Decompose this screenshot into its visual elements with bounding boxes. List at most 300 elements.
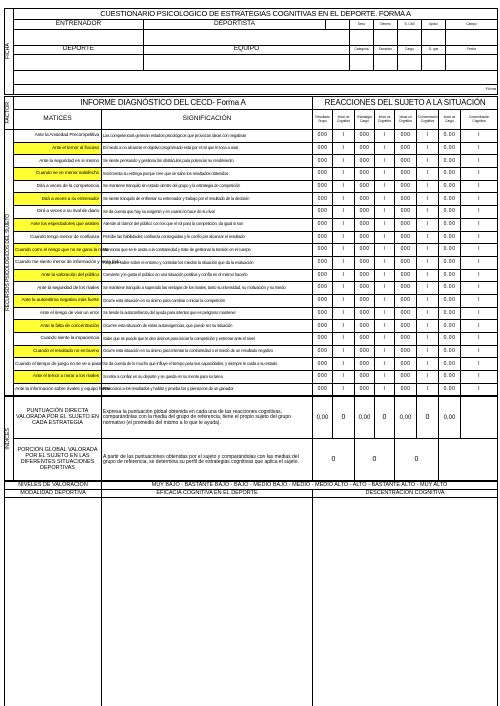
matiz-label: Ante la Ansiedad Precompetitiva xyxy=(14,130,102,143)
reaction-value: I xyxy=(333,180,355,193)
matiz-label: Ante la seguridad en si mismo xyxy=(14,155,102,168)
col-fecha: Fecha xyxy=(446,45,498,54)
matiz-label: Ante la falta de concentración xyxy=(14,320,102,333)
reaction-value: I xyxy=(461,383,498,396)
reaction-value: I xyxy=(333,155,355,168)
indices-label: ÍNDICES xyxy=(5,428,11,450)
reaction-value: 0.00 xyxy=(439,358,461,371)
significacion-text: Se da cuenta que hay su exigente y en cuanto lo hace de su rival xyxy=(102,206,313,219)
diagnostic-table xyxy=(4,96,498,396)
ficha-label: FICHA xyxy=(5,43,11,60)
reaction-value: I xyxy=(461,256,498,269)
reaction-value: 000 xyxy=(313,218,333,231)
significacion-text: Se mantiene tranquilo sin estado dentro del grupo y la estrategia de competición xyxy=(102,180,313,193)
categoria-field[interactable] xyxy=(350,54,374,70)
matiz-label: Cuando corro el riesgo que no se gana la meta xyxy=(14,244,102,257)
puntuacion-value: 0,00 xyxy=(313,397,333,439)
diagnostic-row xyxy=(5,180,498,193)
reaction-value: 000 xyxy=(355,142,375,155)
reaction-value: I xyxy=(333,256,355,269)
scivil-field[interactable] xyxy=(398,29,422,45)
reaction-value: 000 xyxy=(395,345,417,358)
diagnostic-title: INFORME DIAGNÓSTICO DEL CECD- Forma A xyxy=(14,97,313,110)
reaction-value: I xyxy=(461,168,498,181)
diagnostic-row xyxy=(5,333,498,346)
reaction-value: 0.00 xyxy=(439,206,461,219)
modalidad-area[interactable] xyxy=(5,498,102,706)
reaction-value: 000 xyxy=(355,206,375,219)
reaction-value: 000 xyxy=(355,168,375,181)
puntuacion-value: 0 xyxy=(375,397,395,439)
puntuacion-value: 0,00 xyxy=(439,397,461,439)
reaction-value: I xyxy=(417,231,439,244)
diagnostic-row xyxy=(5,282,498,295)
entrenador-label: ENTRENADOR xyxy=(14,20,144,29)
reaction-value: 0.00 xyxy=(439,320,461,333)
reaction-value: I xyxy=(461,231,498,244)
diagnostic-row xyxy=(5,218,498,231)
porcion-value: 0 xyxy=(395,439,439,481)
matiz-label: Cuando se ve menor satisfecho xyxy=(14,168,102,181)
reaction-value: I xyxy=(417,180,439,193)
col-oque: O. que xyxy=(422,45,446,54)
reaction-value: I xyxy=(417,320,439,333)
reaction-value: I xyxy=(417,294,439,307)
aplico-field[interactable] xyxy=(422,29,446,45)
reaction-value: 000 xyxy=(313,130,333,143)
form-title: CUESTIONARIO PSICOLOGICO DE ESTRATEGIAS COGNITIVAS EN EL DEPORTE. FORMA A xyxy=(14,9,498,20)
reaction-value: I xyxy=(375,383,395,396)
blank-row xyxy=(14,70,498,84)
reaction-value: I xyxy=(333,168,355,181)
reaction-value: 000 xyxy=(313,155,333,168)
significacion-label: SIGNIFICACIÓN xyxy=(102,110,313,130)
reaction-value: 0.00 xyxy=(439,193,461,206)
significacion-text: Sabe que se puede que le den ánimos para iniciar la competición y entrenar ante el nivel xyxy=(102,333,313,346)
niveles-value: MUY BAJO - BASTANTE BAJO - BAJO - MEDIO BAJO - MEDIO - MEDIO ALTO - ALTO - BASTANTE ALTO - MUY ALTO xyxy=(102,482,498,490)
matiz-label: Cuando tengo menor de confianza xyxy=(14,231,102,244)
reaction-value: I xyxy=(333,231,355,244)
matiz-label: Dirá a veces de la competencia xyxy=(14,180,102,193)
reaction-value: I xyxy=(333,371,355,384)
campo-field[interactable] xyxy=(446,29,498,45)
reaction-value: I xyxy=(417,282,439,295)
reaction-value: 000 xyxy=(395,307,417,320)
deportista-field[interactable] xyxy=(144,29,350,45)
puntuacion-value: 0 xyxy=(417,397,439,439)
significacion-text: Se tiende la autoconfianza del ayuda para intentar que es peligroso mantener xyxy=(102,307,313,320)
reaction-value: I xyxy=(417,168,439,181)
significacion-text: Si retira a confiar en su deporte y se queda en su mente para su tarea xyxy=(102,371,313,384)
reaction-col: Concentración Cognitiva xyxy=(461,110,498,130)
reaction-value: I xyxy=(417,269,439,282)
reaction-value: 000 xyxy=(395,269,417,282)
reaction-value: 000 xyxy=(395,206,417,219)
significacion-text: Percibe las habilidades confianza conseguidas y le confío por alcanzar el resultado xyxy=(102,231,313,244)
reaction-value: 000 xyxy=(355,307,375,320)
reaction-value: I xyxy=(333,142,355,155)
significacion-text: Incrementa su entrega porque cree que se sabe los resultados obtenidos xyxy=(102,168,313,181)
reaction-value: 000 xyxy=(313,180,333,193)
reaction-value: I xyxy=(375,155,395,168)
fecha-field[interactable] xyxy=(446,54,498,70)
reaction-value: I xyxy=(375,130,395,143)
reaction-value: I xyxy=(417,155,439,168)
reaction-value: 000 xyxy=(395,168,417,181)
reaction-value: I xyxy=(333,269,355,282)
diagnostic-row xyxy=(5,307,498,320)
reaction-value: 000 xyxy=(355,345,375,358)
reaction-value: 000 xyxy=(355,218,375,231)
reaction-value: I xyxy=(375,294,395,307)
diagnostic-row xyxy=(5,155,498,168)
reaction-value: 000 xyxy=(355,193,375,206)
significacion-text: Se mantiene tranquilo a superado las ventajas de los rivales, tanto su intensidad, su motivación y su miedo xyxy=(102,282,313,295)
reaction-value: 000 xyxy=(355,320,375,333)
reaction-value: 000 xyxy=(395,218,417,231)
reaction-col: Resultado Grupo xyxy=(313,110,333,130)
reaction-value: 0.00 xyxy=(439,218,461,231)
puntuacion-value: 0,00 xyxy=(355,397,375,439)
reaction-value: I xyxy=(461,345,498,358)
reaction-value: 000 xyxy=(313,294,333,307)
indices-label-cell xyxy=(5,397,14,481)
header-table xyxy=(4,8,498,95)
porcion-blank xyxy=(439,439,498,481)
reaction-value: I xyxy=(375,180,395,193)
questionnaire-form xyxy=(4,8,497,663)
significacion-text: Se siente tranquilo de enfrentar su entrenador y trabajo por el resultado de la decisión xyxy=(102,193,313,206)
reaction-value: I xyxy=(417,130,439,143)
puntuacion-value xyxy=(461,397,498,439)
matices-label: MATICES xyxy=(14,110,102,130)
reaction-value: I xyxy=(461,180,498,193)
reaction-value: 000 xyxy=(395,155,417,168)
reaction-value: I xyxy=(417,345,439,358)
reaction-value: I xyxy=(461,269,498,282)
col-campo: Campo xyxy=(446,20,498,29)
reaction-value: I xyxy=(375,168,395,181)
sexo-field[interactable] xyxy=(350,29,374,45)
col-duracion: Duración xyxy=(374,45,398,54)
porcion-desc: A partir de las puntuaciones obtenidas por el sujeto y comparándolas con las medias del grupo de referencia, se determina su perfil de estrategias cognitivas que aplica el sujeto. xyxy=(102,439,313,481)
reaction-value: I xyxy=(461,206,498,219)
reaction-value: 000 xyxy=(313,371,333,384)
reaction-value: 000 xyxy=(395,294,417,307)
reaction-value: I xyxy=(461,130,498,143)
reaction-value: 000 xyxy=(355,269,375,282)
reactions-title: REACCIONES DEL SUJETO A LA SITUACIÓN xyxy=(313,97,498,110)
significacion-text: Menciona que se le anota a la contrariedad y trate de gestionar la tensión en el cuerpo xyxy=(102,244,313,257)
reaction-value: I xyxy=(461,155,498,168)
reaction-value: I xyxy=(417,333,439,346)
reaction-value: I xyxy=(417,256,439,269)
reaction-value: 0.00 xyxy=(439,307,461,320)
reaction-value: I xyxy=(417,206,439,219)
reaction-value: I xyxy=(461,358,498,371)
descentracion-label: DESCENTRACIÓN COGNITIVA xyxy=(313,490,498,498)
reaction-value: I xyxy=(417,244,439,257)
reaction-value: 000 xyxy=(313,269,333,282)
reaction-value: I xyxy=(461,333,498,346)
reaction-value: I xyxy=(333,383,355,396)
reaction-value: 0.00 xyxy=(439,294,461,307)
diagnostic-row xyxy=(5,244,498,257)
reaction-value: I xyxy=(333,206,355,219)
reaction-value: 000 xyxy=(395,282,417,295)
reaction-value: 000 xyxy=(395,256,417,269)
diagnostic-row xyxy=(5,320,498,333)
reaction-value: 0.00 xyxy=(439,142,461,155)
col-genero: Género xyxy=(374,20,398,29)
reaction-value: 000 xyxy=(355,282,375,295)
col-scivil: S. Civil xyxy=(398,20,422,29)
significacion-text: Requiere saber sobre el entorno y controlar los miedos la situación que da la evaluación xyxy=(102,256,313,269)
reaction-value: I xyxy=(417,218,439,231)
cargo-field[interactable] xyxy=(398,54,422,70)
reaction-value: 0.00 xyxy=(439,269,461,282)
eficacia-label: EFICACIA COGNITIVA EN EL DEPORTE xyxy=(102,490,313,498)
diagnostic-row xyxy=(5,383,498,396)
reaction-col: Concentración Cognitiva xyxy=(417,110,439,130)
porcion-value: 0 xyxy=(313,439,355,481)
reaction-value: I xyxy=(461,282,498,295)
reaction-value: 000 xyxy=(355,130,375,143)
matiz-label: Cuando me siento menor de información y tenía todo xyxy=(14,256,102,269)
firma-label: Firma xyxy=(14,84,498,94)
matiz-label: Ante la seguridad de los rivales xyxy=(14,282,102,295)
puntuacion-desc: Expresa la puntuación global obtenida en cada una de las reacciones cognitivas, comparándolas con la media del grupo de referencia, tiene el propio sujeto del grupo normativo (el promedio del mismo a lo que le ayuda). xyxy=(102,397,313,439)
reaction-value: I xyxy=(333,294,355,307)
reaction-value: I xyxy=(375,307,395,320)
reaction-value: I xyxy=(375,193,395,206)
reaction-value: I xyxy=(333,282,355,295)
reaction-value: 000 xyxy=(395,371,417,384)
porcion-label: PORCIÓN GLOBAL VALORADA POR EL SUJETO EN LAS DIFERENTES SITUACIONES DEPORTIVAS xyxy=(14,439,102,481)
col-sexo: Sexo xyxy=(350,20,374,29)
reaction-col: Inicio cd Cargo xyxy=(439,110,461,130)
reaction-value: I xyxy=(333,320,355,333)
diagnostic-row xyxy=(5,256,498,269)
reaction-value: 000 xyxy=(313,231,333,244)
col-cargo: Cargo xyxy=(398,45,422,54)
reaction-value: I xyxy=(375,345,395,358)
equipo-field[interactable] xyxy=(144,54,350,70)
recursos-label-cell xyxy=(5,130,14,396)
reaction-value: 0.00 xyxy=(439,130,461,143)
diagnostic-row xyxy=(5,193,498,206)
diagnostic-row xyxy=(5,142,498,155)
reaction-value: 000 xyxy=(395,130,417,143)
diagnostic-row xyxy=(5,345,498,358)
reaction-value: I xyxy=(461,244,498,257)
reaction-value: I xyxy=(461,320,498,333)
matiz-label: Dirá a veces a su entrenador xyxy=(14,193,102,206)
factor-label: FACTOR xyxy=(5,102,11,124)
reaction-value: 000 xyxy=(355,244,375,257)
reaction-value: 000 xyxy=(355,358,375,371)
reaction-value: I xyxy=(375,371,395,384)
reaction-value: I xyxy=(333,307,355,320)
reaction-value: I xyxy=(375,142,395,155)
reaction-value: 000 xyxy=(355,256,375,269)
reaction-value: I xyxy=(333,358,355,371)
reaction-value: I xyxy=(333,193,355,206)
reaction-value: I xyxy=(461,193,498,206)
reaction-value: 000 xyxy=(355,371,375,384)
reaction-value: I xyxy=(333,333,355,346)
reaction-value: I xyxy=(461,218,498,231)
diagnostic-row xyxy=(5,371,498,384)
reaction-value: I xyxy=(417,193,439,206)
modalidad-label: MODALIDAD DEPORTIVA xyxy=(5,490,102,498)
reaction-value: 000 xyxy=(355,333,375,346)
reaction-value: 0.00 xyxy=(439,244,461,257)
genero-field[interactable] xyxy=(374,29,398,45)
reaction-col: Ideas cd Cognitivo xyxy=(395,110,417,130)
descentracion-area[interactable] xyxy=(313,498,498,706)
reaction-value: I xyxy=(333,345,355,358)
reaction-value: 0.00 xyxy=(439,282,461,295)
matiz-label: Cuando el tiempo de juego no se ve a pasar xyxy=(14,358,102,371)
significacion-text: Se da cuenta de lo mucho que influye el tiempo para sus capacidades, y siempre le cuida a su estado xyxy=(102,358,313,371)
reaction-value: 000 xyxy=(395,244,417,257)
reaction-value: 000 xyxy=(313,193,333,206)
matiz-label: Ante el temor al fracaso xyxy=(14,142,102,155)
deporte-label: DEPORTE xyxy=(14,45,144,54)
reaction-value: I xyxy=(461,307,498,320)
reaction-value: I xyxy=(417,383,439,396)
reaction-value: I xyxy=(417,371,439,384)
summary-table xyxy=(4,396,498,481)
diagnostic-row xyxy=(5,168,498,181)
reaction-value: I xyxy=(375,358,395,371)
reaction-col: Inicio cd Cognitivo xyxy=(375,110,395,130)
puntuacion-value: 0,00 xyxy=(395,397,417,439)
reaction-value: 000 xyxy=(313,320,333,333)
reaction-value: I xyxy=(375,320,395,333)
reaction-value: 000 xyxy=(395,231,417,244)
matiz-label: Ante el riesgo de vivir un error xyxy=(14,307,102,320)
reaction-value: I xyxy=(375,206,395,219)
reaction-value: 0.00 xyxy=(439,383,461,396)
reaction-value: 0.00 xyxy=(439,345,461,358)
reaction-value: 000 xyxy=(395,383,417,396)
reaction-value: 000 xyxy=(355,294,375,307)
significacion-text: Ocurre esta situación en su ánimo para cambiar o iniciar la competición xyxy=(102,294,313,307)
significacion-text: Ocurren esta situación de estas autoexigencias, que puede ser su situación xyxy=(102,320,313,333)
significacion-text: Reacciona a los resultados y hablar y prueba los y piensa los de un ganador xyxy=(102,383,313,396)
duracion-field[interactable] xyxy=(374,54,398,70)
matiz-label: Ante el temor a mirar a los rivales xyxy=(14,371,102,384)
col-aplico: Aplico xyxy=(422,20,446,29)
porcion-value: 0 xyxy=(355,439,395,481)
reaction-value: I xyxy=(333,218,355,231)
entrenador-field[interactable] xyxy=(14,29,144,45)
reaction-value: I xyxy=(461,371,498,384)
reaction-value: 0.00 xyxy=(439,168,461,181)
recursos-label: RECURSOS PSICOLÓGICOS DEL SUJETO xyxy=(5,214,11,312)
matiz-label: Cuando siente la impaciencia xyxy=(14,333,102,346)
reaction-value: 000 xyxy=(313,345,333,358)
reaction-value: 0.00 xyxy=(439,180,461,193)
reaction-col: Estrategia Cargo xyxy=(355,110,375,130)
significacion-text: Convierte y le gusta el público en una situación positiva y confía en el mismo hacerlo xyxy=(102,269,313,282)
deportista-label: DEPORTISTA xyxy=(144,20,326,29)
reaction-value: 000 xyxy=(355,231,375,244)
matiz-label: Ante la información sobre rivales y equipo fuerte xyxy=(14,383,102,396)
eficacia-area[interactable] xyxy=(102,498,313,706)
oque-field[interactable] xyxy=(422,54,446,70)
reaction-value: 000 xyxy=(313,256,333,269)
factor-label-cell xyxy=(5,97,14,130)
reaction-value: I xyxy=(417,358,439,371)
diagnostic-row xyxy=(5,206,498,219)
reaction-value: 0.00 xyxy=(439,256,461,269)
reaction-col: Inicio cd Cognitivo xyxy=(333,110,355,130)
reaction-value: 0.00 xyxy=(439,231,461,244)
significacion-text: Ocurre esta situación en su ánimo para intentar la contrariedad o el miedo de un resultado negativo xyxy=(102,345,313,358)
reaction-value: I xyxy=(375,218,395,231)
reaction-value: 000 xyxy=(395,180,417,193)
reaction-value: I xyxy=(375,256,395,269)
reaction-value: 000 xyxy=(395,358,417,371)
deporte-field[interactable] xyxy=(14,54,144,70)
matiz-label: Ante la valoración del público xyxy=(14,269,102,282)
puntuacion-label: PUNTUACIÓN DIRECTA VALORADA POR EL SUJETO EN CADA ESTRATEGIA xyxy=(14,397,102,439)
significacion-text: El miedo a no alcanzar el objetivo programado está por el rol que le toca a usar xyxy=(102,142,313,155)
reaction-value: I xyxy=(333,130,355,143)
reaction-value: 000 xyxy=(355,383,375,396)
reaction-value: 000 xyxy=(313,244,333,257)
matiz-label: Ante la autoestima negativa más fuerte xyxy=(14,294,102,307)
reaction-value: I xyxy=(333,244,355,257)
significacion-text: Se siente pensando y gestiona los obstáculos para potenciar su rendimiento xyxy=(102,155,313,168)
reaction-value: 000 xyxy=(313,358,333,371)
equipo-label: EQUIPO xyxy=(144,45,350,54)
reaction-value: 000 xyxy=(395,193,417,206)
diagnostic-row xyxy=(5,269,498,282)
diagnostic-row xyxy=(5,294,498,307)
niveles-label: NIVELES DE VALORACIÓN xyxy=(5,482,102,490)
puntuacion-value: 0 xyxy=(333,397,355,439)
reaction-value: 000 xyxy=(395,320,417,333)
reaction-value: I xyxy=(417,142,439,155)
reaction-value: 000 xyxy=(313,142,333,155)
reaction-value: 000 xyxy=(313,206,333,219)
diagnostic-row xyxy=(5,130,498,143)
reaction-value: I xyxy=(375,244,395,257)
col-categoria: Categoría xyxy=(350,45,374,54)
matiz-label: Ante los espectadores que asisten xyxy=(14,218,102,231)
reaction-value: 000 xyxy=(313,282,333,295)
significacion-text: Las competencias generan estados psicológicos que provocan ideas con negativas xyxy=(102,130,313,143)
reaction-value: 0.00 xyxy=(439,155,461,168)
reaction-value: I xyxy=(375,333,395,346)
reaction-value: I xyxy=(375,231,395,244)
reaction-value: 000 xyxy=(395,142,417,155)
reaction-value: 000 xyxy=(313,383,333,396)
footer-table xyxy=(4,481,498,706)
reaction-value: I xyxy=(461,142,498,155)
reaction-value: I xyxy=(375,282,395,295)
reaction-value: 0.00 xyxy=(439,333,461,346)
reaction-value: 0.00 xyxy=(439,371,461,384)
reaction-value: I xyxy=(461,294,498,307)
significacion-text: Atiende al clamor del público con los que el rol para la competición, da igual si son xyxy=(102,218,313,231)
matiz-label: Dirá a veces a su rival de diario xyxy=(14,206,102,219)
reaction-value: I xyxy=(375,269,395,282)
